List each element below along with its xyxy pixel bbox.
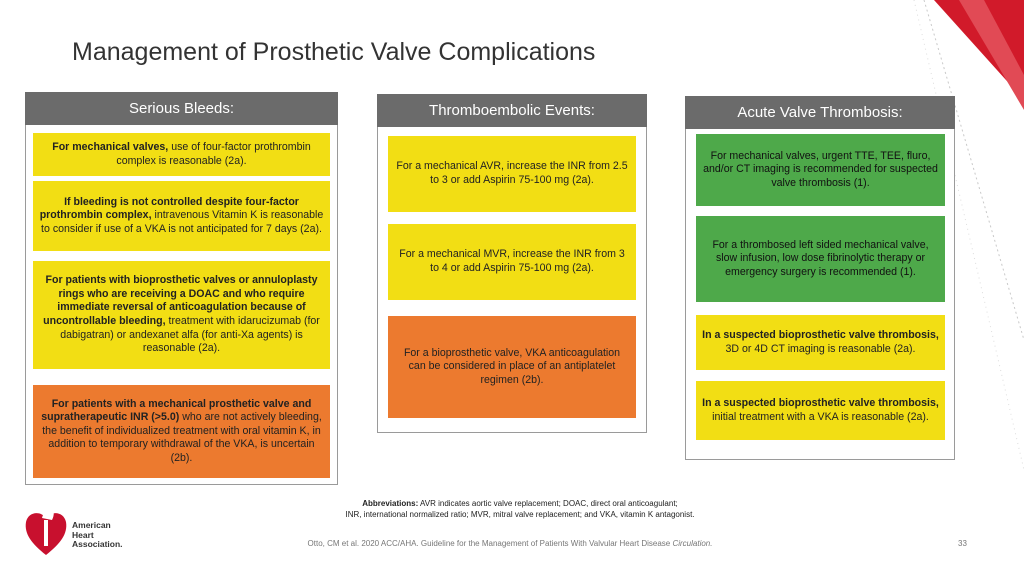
serious-bleeds-header: Serious Bleeds: [25,92,338,125]
acute-box-vka: In a suspected bioprosthetic valve thrombosis, initial treatment with a VKA is reasonable (2a). [696,381,945,440]
acute-box-fibrinolytic: For a thrombosed left sided mechanical valve, slow infusion, low dose fibrinolytic therapy or emergency surgery is recommended (1). [696,216,945,302]
abbreviations-note: Abbreviations: AVR indicates aortic valve replacement; DOAC, direct oral anticoagulant; INR, international normalized ratio; MVR, mitral valve replacement; and VKA, vitamin K antagonist. [345,499,695,519]
serious-box-mechanical: For mechanical valves, use of four-factor prothrombin complex is reasonable (2a). [33,133,330,176]
page-title: Management of Prosthetic Valve Complications [72,38,596,66]
thrombo-box-avr: For a mechanical AVR, increase the INR from 2.5 to 3 or add Aspirin 75-100 mg (2a). [388,136,636,212]
acute-box-ct-imaging: In a suspected bioprosthetic valve thrombosis, 3D or 4D CT imaging is reasonable (2a). [696,315,945,370]
citation-journal: Circulation. [672,539,713,548]
acute-thrombosis-column [685,96,955,460]
thromboembolic-header: Thromboembolic Events: [377,94,647,127]
acute-thrombosis-header: Acute Valve Thrombosis: [685,96,955,129]
thrombo-box-mvr: For a mechanical MVR, increase the INR from 3 to 4 or add Aspirin 75-100 mg (2a). [388,224,636,300]
abbreviations-label: Abbreviations: [362,499,419,508]
page-number: 33 [958,539,967,548]
serious-box-supratherapeutic-inr: For patients with a mechanical prosthetic valve and supratherapeutic INR (>5.0) who are not actively bleeding, the benefit of individualized treatment with oral vitamin K, in addition to temporary withdrawal of the VKA, is uncertain (2b). [33,385,330,478]
thrombo-box-bioprosthetic: For a bioprosthetic valve, VKA anticoagulation can be considered in place of an antiplatelet regimen (2b). [388,316,636,418]
serious-box-vitamin-k: If bleeding is not controlled despite four-factor prothrombin complex, intravenous Vitamin K is reasonable to consider if use of a VKA is not anticipated for 7 days (2a). [33,181,330,251]
serious-box-doac-reversal: For patients with bioprosthetic valves or annuloplasty rings who are receiving a DOAC and who require immediate reversal of anticoagulation because of uncontrollable bleeding, treatment with idarucizumab (for dabigatran) or andexanet alfa (for anti-Xa agents) is reasonable (2a). [33,261,330,369]
acute-box-imaging: For mechanical valves, urgent TTE, TEE, fluro, and/or CT imaging is recommended for suspected valve thrombosis (1). [696,134,945,206]
thromboembolic-column [377,94,647,433]
aha-logo-text: American Heart Association. [72,520,123,549]
serious-bleeds-column [25,92,338,485]
citation: Otto, CM et al. 2020 ACC/AHA. Guideline for the Management of Patients With Valvular Heart Disease Circulation. [307,539,713,548]
